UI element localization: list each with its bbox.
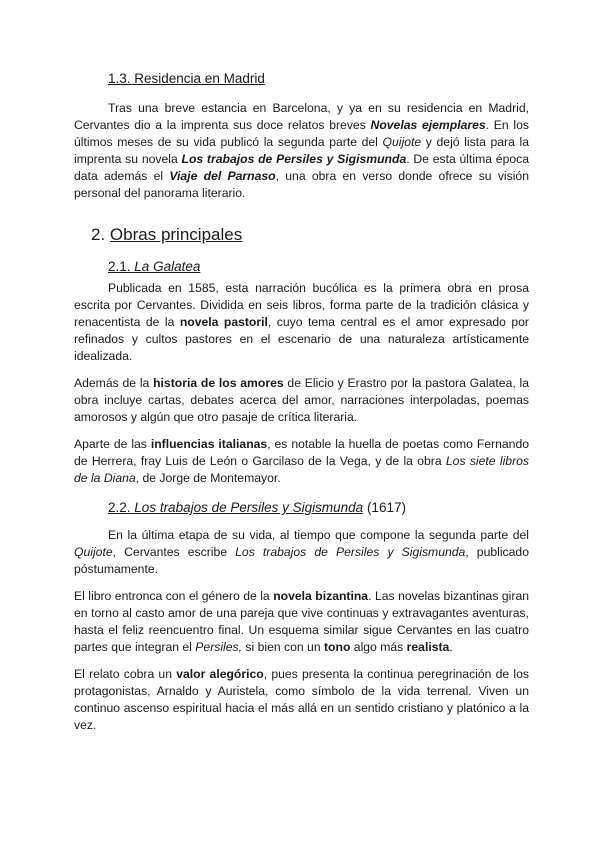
text-run: realista bbox=[406, 640, 450, 654]
paragraph-galatea-1 bbox=[74, 280, 529, 365]
text-run: , Cervantes escribe bbox=[112, 545, 236, 559]
text-run: En la última etapa de su vida, al tiempo que compone la segunda parte del bbox=[108, 528, 529, 542]
text-run: Publicada en 1585, esta narración bucólica es la primera obra en prosa escrita por Cervantes. Dividida en seis libros, forma parte de la tradición clásica y renacentista de la bbox=[74, 281, 529, 329]
text-run bbox=[371, 118, 486, 132]
text-run: Los trabajos de Persiles y Sigismunda bbox=[181, 152, 407, 166]
paragraph-persiles-2 bbox=[74, 588, 529, 656]
text-run: . bbox=[449, 640, 453, 654]
text-run: algo más bbox=[350, 640, 407, 654]
heading-2-2-title: Los trabajos de Persiles y Sigismunda bbox=[134, 500, 364, 515]
text-run: Viaje del Parnaso bbox=[169, 169, 276, 183]
text-run: novela pastoril bbox=[179, 315, 268, 329]
text-run: , una obra en verso donde ofrece su visión personal del panorama literario. bbox=[74, 169, 529, 200]
heading-1-3 bbox=[108, 70, 529, 88]
text-run: Tras una breve estancia en Barcelona, y ya en su residencia en Madrid, Cervantes dio a la imprenta sus doce relatos breves bbox=[74, 101, 529, 132]
text-run: si bien con un bbox=[242, 640, 324, 654]
text-run: , es notable la huella de poetas como Fernando de Herrera, fray Luis de León o Garcilaso de la Vega, y de la obra bbox=[74, 437, 530, 468]
text-run bbox=[182, 152, 407, 166]
text-run: valor alegórico bbox=[176, 667, 264, 681]
heading-2-number: 2. bbox=[91, 225, 106, 244]
text-run: . De esta última época data además el bbox=[74, 152, 530, 183]
heading-1-3-text: 1.3. Residencia en Madrid bbox=[108, 71, 265, 86]
document-content bbox=[74, 70, 529, 734]
text-run: tono bbox=[324, 640, 351, 654]
text-run: El relato cobra un bbox=[74, 667, 177, 681]
heading-2-2 bbox=[108, 499, 529, 517]
text-run: Los siete libros de la Diana bbox=[74, 454, 529, 485]
heading-2 bbox=[91, 224, 529, 246]
text-run: El libro entronca con el género de la bbox=[74, 589, 274, 603]
text-run: Los trabajos de Persiles y Sigismunda bbox=[235, 545, 466, 559]
text-run: Novelas ejemplares bbox=[370, 118, 486, 132]
text-run: novela bizantina bbox=[273, 589, 369, 603]
text-run: , pues presenta la continua peregrinación de los protagonistas, Arnaldo y Auristela, como símbolo de la vida terrenal. Viven un continuo ascenso espiritual hacia el más allá en un sentido cristiano y platónico a la vez. bbox=[74, 667, 529, 732]
heading-2-1 bbox=[108, 258, 529, 276]
text-run: , cuyo tema central es el amor expresado por refinados y cultos pastores en el escenario de una naturaleza artísticamente idealizada. bbox=[74, 315, 529, 363]
paragraph-residencia bbox=[74, 100, 529, 202]
text-run: Aparte de las bbox=[74, 437, 151, 451]
text-run: de Elicio y Erastro por la pastora Galatea, la obra incluye cartas, debates acerca del amor, narraciones interpoladas, poemas amorosos y algún que otro pasaje de crítica literaria. bbox=[74, 376, 529, 424]
paragraph-galatea-3 bbox=[74, 436, 529, 487]
text-run: . Las novelas bizantinas giran en torno al casto amor de una pareja que vive continuas y extravagantes aventuras, hasta el feliz reencuentro final. Un esquema similar sigue Cervantes en las cuatro partes que integran el bbox=[74, 589, 529, 654]
text-run: , publicado póstumamente. bbox=[74, 545, 529, 576]
text-run: Quijote bbox=[74, 545, 113, 559]
text-run bbox=[169, 169, 275, 183]
text-run: Además de la bbox=[74, 376, 154, 390]
text-run: Quijote bbox=[382, 135, 422, 149]
text-run: Persiles, bbox=[195, 640, 243, 654]
text-run: historia de los amores bbox=[153, 376, 284, 390]
text-run: . En los últimos meses de su vida publicó la segunda parte del bbox=[74, 118, 529, 149]
paragraph-galatea-2 bbox=[74, 375, 529, 426]
text-run: , de Jorge de Montemayor. bbox=[135, 471, 281, 485]
heading-2-2-year: (1617) bbox=[366, 500, 406, 515]
text-run: influencias italianas bbox=[150, 437, 268, 451]
heading-2-2-number: 2.2. bbox=[108, 500, 131, 515]
paragraph-persiles-1 bbox=[74, 527, 529, 578]
text-run: y dejó lista para la imprenta su novela bbox=[74, 135, 530, 166]
heading-2-text: Obras principales bbox=[109, 225, 243, 244]
heading-2-1-title: La Galatea bbox=[134, 259, 201, 274]
heading-2-1-number: 2.1. bbox=[108, 259, 131, 274]
paragraph-persiles-3 bbox=[74, 666, 529, 734]
